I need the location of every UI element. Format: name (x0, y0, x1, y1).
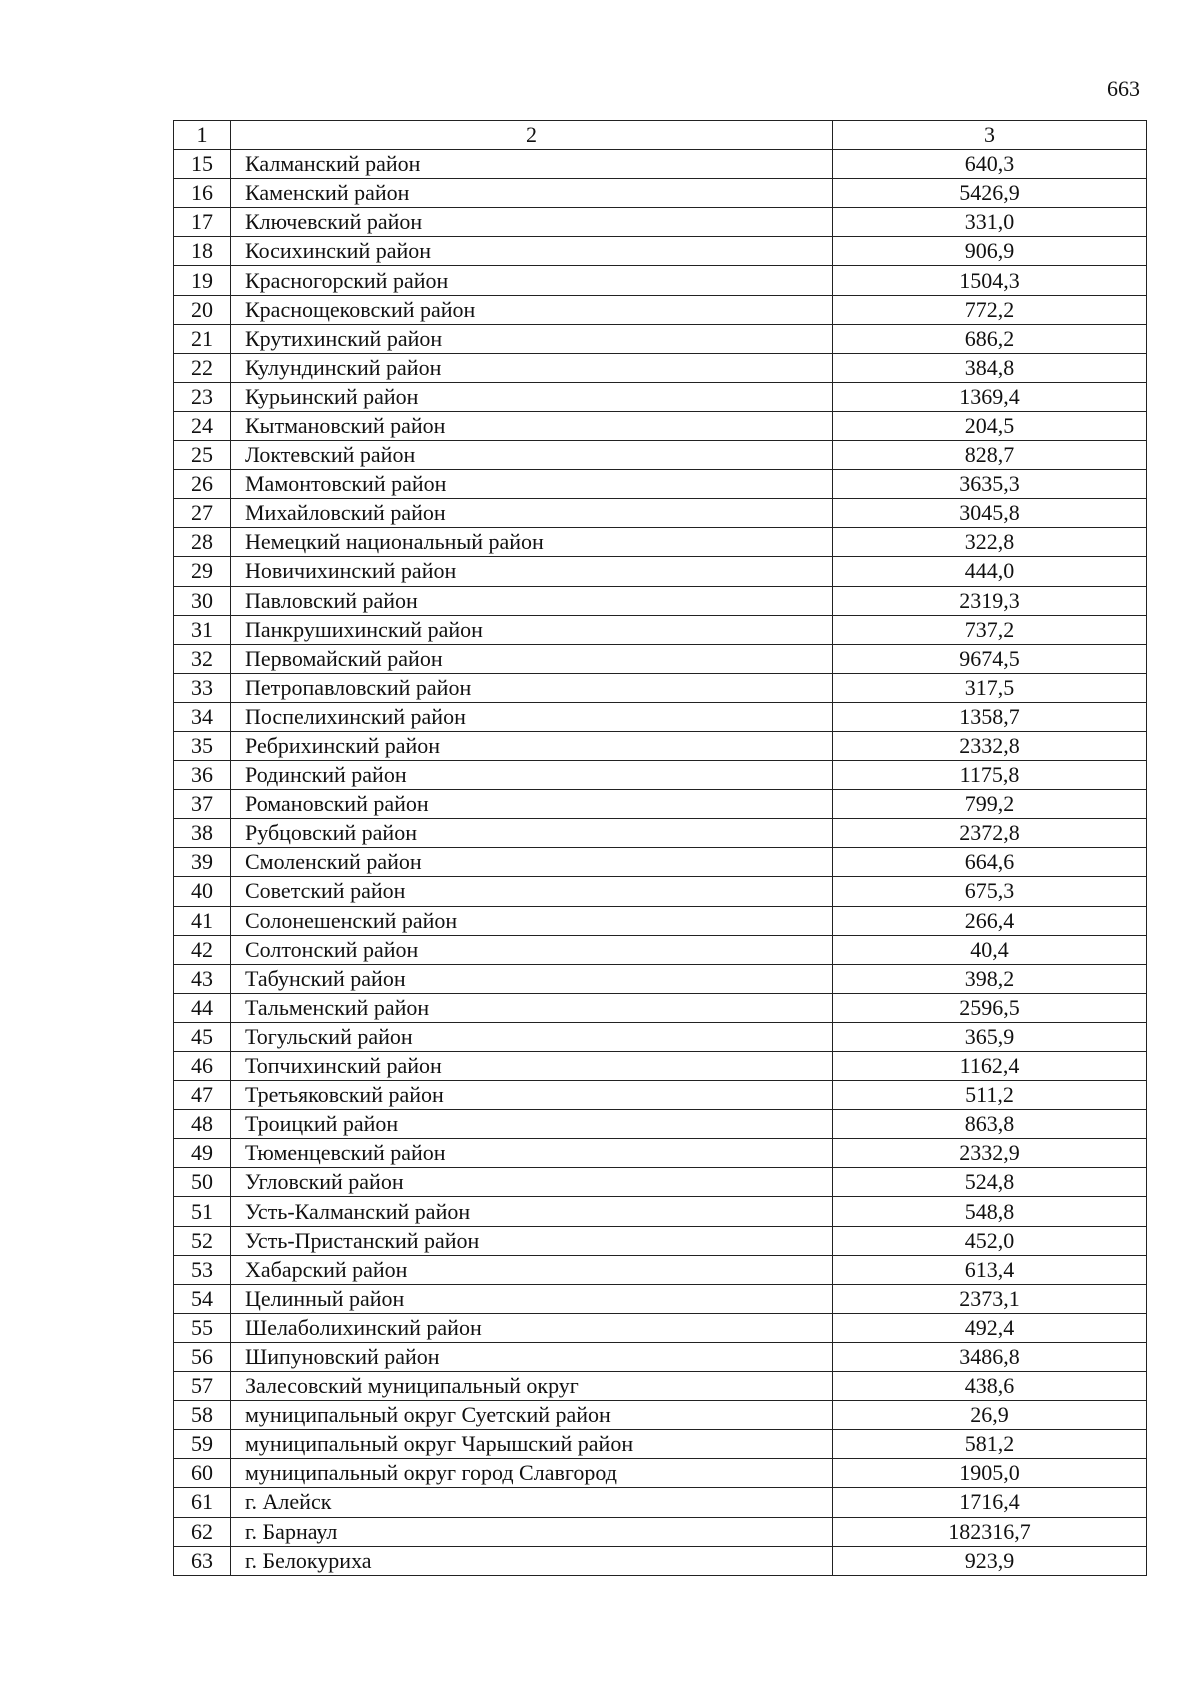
row-number-cell: 37 (174, 790, 231, 819)
row-name-cell: Краснощековский район (231, 295, 833, 324)
row-number-cell: 45 (174, 1022, 231, 1051)
row-number-cell: 33 (174, 673, 231, 702)
table-row (174, 644, 1147, 673)
row-value-cell: 675,3 (833, 877, 1147, 906)
row-number-cell: 34 (174, 702, 231, 731)
row-value-cell: 9674,5 (833, 644, 1147, 673)
row-value-cell: 863,8 (833, 1110, 1147, 1139)
table-row (174, 1197, 1147, 1226)
row-value-cell: 1162,4 (833, 1052, 1147, 1081)
row-value-cell: 548,8 (833, 1197, 1147, 1226)
row-name-cell: Троицкий район (231, 1110, 833, 1139)
row-value-cell: 1175,8 (833, 761, 1147, 790)
row-value-cell: 772,2 (833, 295, 1147, 324)
row-number-cell: 60 (174, 1459, 231, 1488)
row-name-cell: Калманский район (231, 150, 833, 179)
row-name-cell: Крутихинский район (231, 324, 833, 353)
row-number-cell: 53 (174, 1255, 231, 1284)
table-row (174, 848, 1147, 877)
table-row (174, 761, 1147, 790)
row-number-cell: 21 (174, 324, 231, 353)
header-cell-number: 1 (174, 121, 231, 150)
row-name-cell: Ребрихинский район (231, 731, 833, 760)
row-number-cell: 17 (174, 208, 231, 237)
row-name-cell: г. Барнаул (231, 1517, 833, 1546)
table-row (174, 1546, 1147, 1575)
table-row (174, 1168, 1147, 1197)
row-number-cell: 15 (174, 150, 231, 179)
row-value-cell: 3045,8 (833, 499, 1147, 528)
row-value-cell: 3635,3 (833, 470, 1147, 499)
row-value-cell: 2596,5 (833, 993, 1147, 1022)
row-name-cell: Каменский район (231, 179, 833, 208)
table-row (174, 470, 1147, 499)
row-number-cell: 19 (174, 266, 231, 295)
row-number-cell: 59 (174, 1430, 231, 1459)
row-name-cell: Петропавловский район (231, 673, 833, 702)
row-value-cell: 5426,9 (833, 179, 1147, 208)
table-row (174, 1517, 1147, 1546)
table-row (174, 208, 1147, 237)
row-name-cell: Поспелихинский район (231, 702, 833, 731)
table-row (174, 1226, 1147, 1255)
table-row (174, 1372, 1147, 1401)
row-name-cell: Мамонтовский район (231, 470, 833, 499)
row-name-cell: Родинский район (231, 761, 833, 790)
table-row (174, 179, 1147, 208)
row-value-cell: 2373,1 (833, 1284, 1147, 1313)
table-header-row (174, 121, 1147, 150)
table-row (174, 906, 1147, 935)
row-name-cell: Тогульский район (231, 1022, 833, 1051)
row-name-cell: Панкрушихинский район (231, 615, 833, 644)
row-name-cell: Залесовский муниципальный округ (231, 1372, 833, 1401)
table-row (174, 441, 1147, 470)
table-row (174, 1401, 1147, 1430)
row-number-cell: 47 (174, 1081, 231, 1110)
row-number-cell: 49 (174, 1139, 231, 1168)
row-value-cell: 1905,0 (833, 1459, 1147, 1488)
table-row (174, 819, 1147, 848)
row-number-cell: 48 (174, 1110, 231, 1139)
row-value-cell: 923,9 (833, 1546, 1147, 1575)
table-row (174, 1284, 1147, 1313)
row-number-cell: 51 (174, 1197, 231, 1226)
row-name-cell: Табунский район (231, 964, 833, 993)
row-value-cell: 640,3 (833, 150, 1147, 179)
row-value-cell: 40,4 (833, 935, 1147, 964)
row-value-cell: 26,9 (833, 1401, 1147, 1430)
table-row (174, 1081, 1147, 1110)
row-name-cell: Локтевский район (231, 441, 833, 470)
row-number-cell: 39 (174, 848, 231, 877)
row-name-cell: Солтонский район (231, 935, 833, 964)
row-name-cell: Ключевский район (231, 208, 833, 237)
row-name-cell: Павловский район (231, 586, 833, 615)
row-name-cell: Рубцовский район (231, 819, 833, 848)
row-name-cell: Топчихинский район (231, 1052, 833, 1081)
row-name-cell: муниципальный округ Чарышский район (231, 1430, 833, 1459)
row-number-cell: 38 (174, 819, 231, 848)
row-number-cell: 32 (174, 644, 231, 673)
table-row (174, 935, 1147, 964)
table-row (174, 499, 1147, 528)
row-value-cell: 2319,3 (833, 586, 1147, 615)
row-name-cell: Тюменцевский район (231, 1139, 833, 1168)
row-name-cell: Михайловский район (231, 499, 833, 528)
row-name-cell: Усть-Пристанский район (231, 1226, 833, 1255)
row-value-cell: 452,0 (833, 1226, 1147, 1255)
row-number-cell: 44 (174, 993, 231, 1022)
table-row (174, 324, 1147, 353)
row-value-cell: 828,7 (833, 441, 1147, 470)
header-cell-name: 2 (231, 121, 833, 150)
row-number-cell: 43 (174, 964, 231, 993)
table-row (174, 295, 1147, 324)
row-number-cell: 52 (174, 1226, 231, 1255)
row-value-cell: 492,4 (833, 1313, 1147, 1342)
row-number-cell: 26 (174, 470, 231, 499)
table-row (174, 237, 1147, 266)
row-name-cell: Кытмановский район (231, 411, 833, 440)
row-number-cell: 57 (174, 1372, 231, 1401)
row-value-cell: 581,2 (833, 1430, 1147, 1459)
row-number-cell: 46 (174, 1052, 231, 1081)
table-row (174, 1313, 1147, 1342)
row-number-cell: 20 (174, 295, 231, 324)
row-value-cell: 799,2 (833, 790, 1147, 819)
row-number-cell: 30 (174, 586, 231, 615)
row-number-cell: 31 (174, 615, 231, 644)
row-value-cell: 365,9 (833, 1022, 1147, 1051)
row-number-cell: 27 (174, 499, 231, 528)
row-number-cell: 56 (174, 1342, 231, 1371)
table-row (174, 993, 1147, 1022)
row-value-cell: 182316,7 (833, 1517, 1147, 1546)
row-value-cell: 1504,3 (833, 266, 1147, 295)
row-number-cell: 58 (174, 1401, 231, 1430)
row-number-cell: 22 (174, 353, 231, 382)
row-name-cell: Шелаболихинский район (231, 1313, 833, 1342)
row-value-cell: 266,4 (833, 906, 1147, 935)
row-name-cell: Романовский район (231, 790, 833, 819)
row-name-cell: Третьяковский район (231, 1081, 833, 1110)
table-row (174, 964, 1147, 993)
table-row (174, 586, 1147, 615)
row-value-cell: 1716,4 (833, 1488, 1147, 1517)
row-value-cell: 438,6 (833, 1372, 1147, 1401)
table-row (174, 702, 1147, 731)
table-row (174, 1052, 1147, 1081)
row-value-cell: 686,2 (833, 324, 1147, 353)
table-row (174, 382, 1147, 411)
data-table (173, 120, 1147, 1576)
row-number-cell: 16 (174, 179, 231, 208)
table-row (174, 1139, 1147, 1168)
row-name-cell: Курьинский район (231, 382, 833, 411)
row-name-cell: Смоленский район (231, 848, 833, 877)
table-row (174, 266, 1147, 295)
row-number-cell: 24 (174, 411, 231, 440)
row-number-cell: 23 (174, 382, 231, 411)
row-value-cell: 317,5 (833, 673, 1147, 702)
row-number-cell: 40 (174, 877, 231, 906)
row-name-cell: Первомайский район (231, 644, 833, 673)
row-name-cell: Советский район (231, 877, 833, 906)
row-value-cell: 398,2 (833, 964, 1147, 993)
row-value-cell: 204,5 (833, 411, 1147, 440)
table-row (174, 1488, 1147, 1517)
row-number-cell: 28 (174, 528, 231, 557)
row-name-cell: Немецкий национальный район (231, 528, 833, 557)
row-name-cell: Тальменский район (231, 993, 833, 1022)
row-number-cell: 36 (174, 761, 231, 790)
table-row (174, 790, 1147, 819)
row-name-cell: г. Белокуриха (231, 1546, 833, 1575)
row-value-cell: 737,2 (833, 615, 1147, 644)
row-value-cell: 2332,9 (833, 1139, 1147, 1168)
row-number-cell: 29 (174, 557, 231, 586)
row-value-cell: 664,6 (833, 848, 1147, 877)
table-row (174, 731, 1147, 760)
table-row (174, 673, 1147, 702)
row-value-cell: 331,0 (833, 208, 1147, 237)
row-value-cell: 613,4 (833, 1255, 1147, 1284)
header-cell-value: 3 (833, 121, 1147, 150)
row-name-cell: Новичихинский район (231, 557, 833, 586)
page-number: 663 (1107, 76, 1140, 101)
row-name-cell: Солонешенский район (231, 906, 833, 935)
row-number-cell: 50 (174, 1168, 231, 1197)
row-name-cell: Угловский район (231, 1168, 833, 1197)
table-row (174, 1342, 1147, 1371)
row-value-cell: 511,2 (833, 1081, 1147, 1110)
row-value-cell: 2372,8 (833, 819, 1147, 848)
row-name-cell: Целинный район (231, 1284, 833, 1313)
row-number-cell: 62 (174, 1517, 231, 1546)
table-row (174, 1022, 1147, 1051)
row-value-cell: 524,8 (833, 1168, 1147, 1197)
row-name-cell: Косихинский район (231, 237, 833, 266)
row-value-cell: 2332,8 (833, 731, 1147, 760)
row-name-cell: Шипуновский район (231, 1342, 833, 1371)
table-row (174, 411, 1147, 440)
row-value-cell: 1358,7 (833, 702, 1147, 731)
row-value-cell: 3486,8 (833, 1342, 1147, 1371)
table-body (174, 121, 1147, 1576)
row-name-cell: муниципальный округ город Славгород (231, 1459, 833, 1488)
row-value-cell: 384,8 (833, 353, 1147, 382)
table-row (174, 353, 1147, 382)
table-row (174, 1110, 1147, 1139)
row-number-cell: 25 (174, 441, 231, 470)
row-name-cell: г. Алейск (231, 1488, 833, 1517)
row-name-cell: Хабарский район (231, 1255, 833, 1284)
table-row (174, 528, 1147, 557)
row-number-cell: 61 (174, 1488, 231, 1517)
row-number-cell: 63 (174, 1546, 231, 1575)
row-value-cell: 322,8 (833, 528, 1147, 557)
row-number-cell: 54 (174, 1284, 231, 1313)
row-name-cell: Красногорский район (231, 266, 833, 295)
row-value-cell: 1369,4 (833, 382, 1147, 411)
row-number-cell: 18 (174, 237, 231, 266)
table-row (174, 1255, 1147, 1284)
table-row (174, 1459, 1147, 1488)
table-row (174, 557, 1147, 586)
table-row (174, 615, 1147, 644)
table-row (174, 1430, 1147, 1459)
table-row (174, 877, 1147, 906)
row-number-cell: 41 (174, 906, 231, 935)
row-name-cell: муниципальный округ Суетский район (231, 1401, 833, 1430)
row-number-cell: 42 (174, 935, 231, 964)
row-number-cell: 35 (174, 731, 231, 760)
row-name-cell: Кулундинский район (231, 353, 833, 382)
row-name-cell: Усть-Калманский район (231, 1197, 833, 1226)
row-value-cell: 444,0 (833, 557, 1147, 586)
row-number-cell: 55 (174, 1313, 231, 1342)
row-value-cell: 906,9 (833, 237, 1147, 266)
table-row (174, 150, 1147, 179)
